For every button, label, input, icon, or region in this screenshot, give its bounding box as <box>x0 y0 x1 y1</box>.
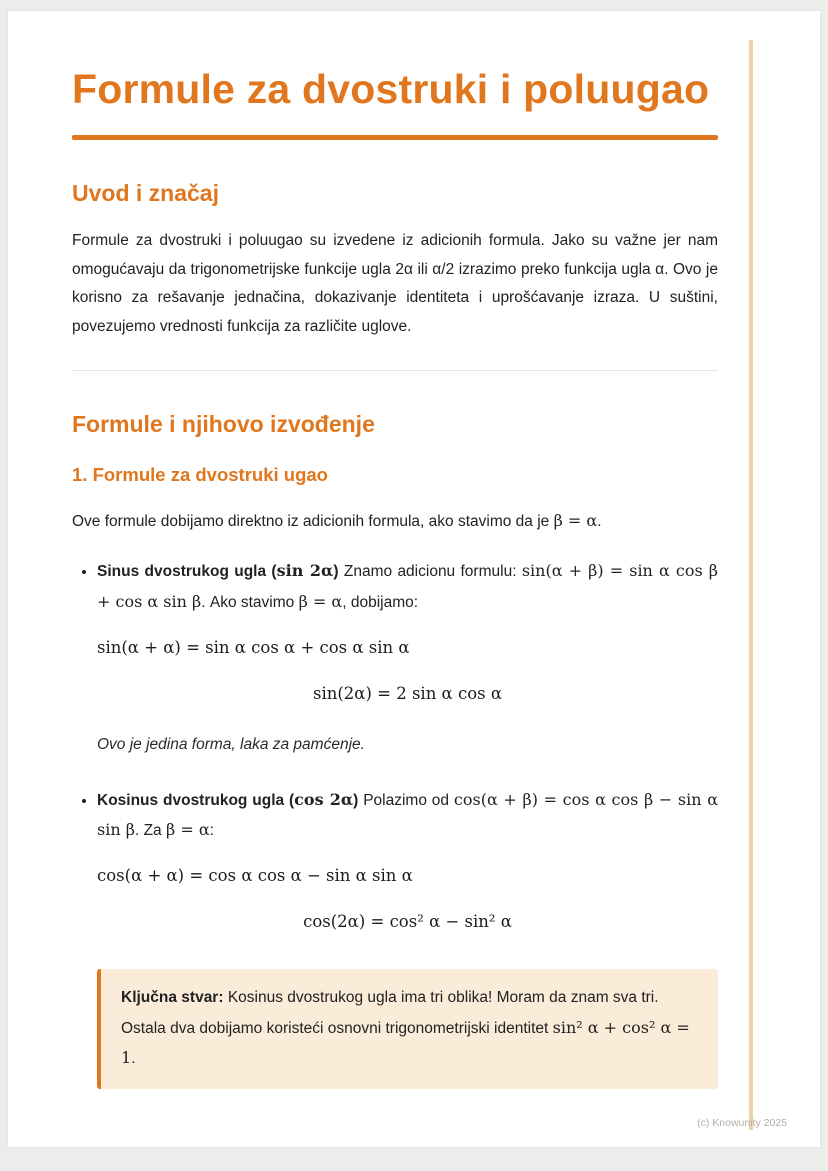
subsection-heading-dvostruki-ugao: 1. Formule za dvostruki ugao <box>72 463 328 485</box>
list-item-kosinus <box>97 785 718 931</box>
kosinus-math-a: cos(α + β) = cos α cos β − sin α sin β <box>97 789 718 840</box>
kosinus-math-b: β = α <box>165 820 210 840</box>
kosinus-text-a: Polazimo od <box>363 791 454 809</box>
subsection-lead <box>72 506 718 537</box>
title-underline-rule <box>72 135 718 140</box>
kosinus-derivation-formula: cos(α + α) = cos α cos α − sin α sin α <box>97 866 413 885</box>
kosinus-term-math: cos 2α <box>294 789 354 809</box>
sinus-note: Ovo je jedina forma, laka za pamćenje. <box>97 735 365 753</box>
kosinus-result-formula: cos(2α) = cos² α − sin² α <box>303 912 512 931</box>
kosinus-term-bold: Kosinus dvostrukog ugla ( <box>97 791 295 809</box>
section-heading-uvod: Uvod i značaj <box>72 180 219 207</box>
document-page <box>8 11 820 1147</box>
list-item-sinus <box>97 556 718 758</box>
kosinus-paragraph <box>97 785 718 846</box>
kosinus-text-b: . Za <box>134 822 166 840</box>
callout-paragraph <box>121 984 696 1074</box>
section-divider <box>72 370 718 371</box>
sinus-term-bold-close: ) <box>333 563 344 581</box>
key-point-callout <box>97 969 718 1089</box>
sinus-result-formula: sin(2α) = 2 sin α cos α <box>313 683 502 703</box>
copyright-footer: (c) Knowunity 2025 <box>697 1117 787 1129</box>
sinus-paragraph <box>97 556 718 617</box>
section-heading-formule: Formule i njihovo izvođenje <box>72 410 375 437</box>
sinus-math-a: sin(α + β) = sin α cos β + cos α sin β <box>97 561 719 612</box>
sinus-text-a: Znamo adicionu formulu: <box>343 563 522 581</box>
page-title: Formule za dvostruki i poluugao <box>72 66 710 112</box>
lead-text: Ove formule dobijamo direktno iz adicionih formula, ako stavimo da je <box>72 512 554 530</box>
callout-math: sin² α + cos² α = 1 <box>121 1017 690 1068</box>
kosinus-text-c: : <box>209 822 214 840</box>
sinus-text-b: . Ako stavimo <box>201 594 299 612</box>
lead-text-end: . <box>597 512 602 530</box>
sinus-term-math: sin 2α <box>276 561 334 581</box>
sinus-derivation-formula: sin(α + α) = sin α cos α + cos α sin α <box>97 637 410 657</box>
intro-paragraph: Formule za dvostruki i poluugao su izvedene iz adicionih formula. Jako su važne jer nam omogućavaju da trigonometrijske funkcije ugla 2α ili α/2 izrazimo preko funkcija ugla α. Ovo je korisno za rešavanje jednačina, dokazivanje identiteta i uprošćavanje izraza. U suštini, povezujemo vrednosti funkcija za različite uglove. <box>72 232 718 336</box>
lead-math: β = α <box>553 510 598 530</box>
formula-list <box>72 556 718 931</box>
page-margin-line <box>749 40 753 1130</box>
kosinus-term-bold-close: ) <box>353 791 364 809</box>
callout-text-end: . <box>131 1050 136 1068</box>
sinus-term-bold: Sinus dvostrukog ugla ( <box>97 563 277 581</box>
callout-label: Ključna stvar: <box>121 989 224 1006</box>
sinus-text-c: , dobijamo: <box>342 594 419 612</box>
sinus-math-b: β = α <box>298 592 343 612</box>
callout-text: Kosinus dvostrukog ugla ima tri oblika! Moram da znam sva tri. Ostala dva dobijamo koristeći osnovni trigonometrijski identitet <box>121 989 659 1037</box>
page-content <box>8 11 820 1089</box>
